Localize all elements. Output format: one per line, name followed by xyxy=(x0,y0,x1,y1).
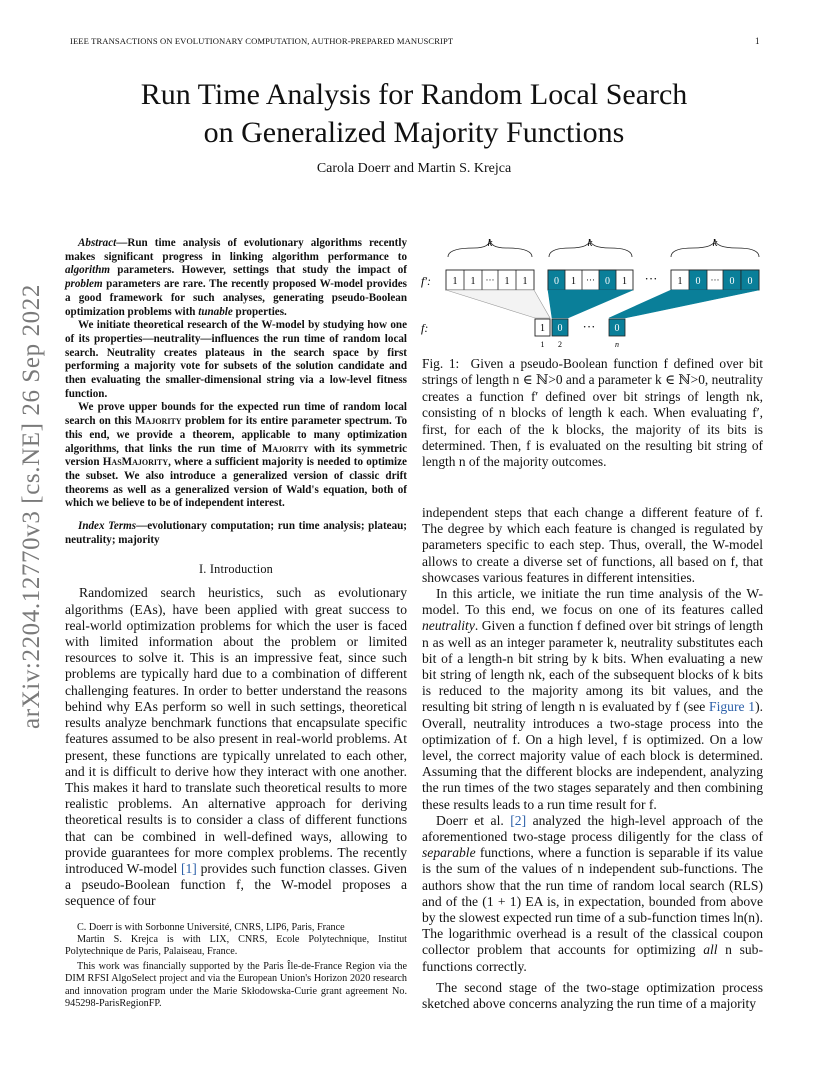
bit: 1 xyxy=(540,323,545,334)
section-heading-introduction: I. Introduction xyxy=(198,562,274,577)
bit: 1 xyxy=(522,276,528,287)
ellipsis: ··· xyxy=(582,319,596,334)
funnel-3 xyxy=(609,290,759,318)
figure-1-link[interactable]: Figure 1 xyxy=(709,699,756,715)
bit: 1 xyxy=(677,276,683,287)
right-column xyxy=(422,505,763,1012)
bit: 1 xyxy=(504,276,510,287)
block-1 xyxy=(446,270,534,290)
bit: 0 xyxy=(605,276,610,287)
ellipsis: ··· xyxy=(710,275,720,285)
citation-link-1[interactable]: [1] xyxy=(180,860,197,876)
abstract-paragraph-1: Abstract—Run time analysis of evolutionary algorithms recently makes significant progress in linking algorithm performance to algorithm parameters. However, settings that study the impact of problem parameters are rare. The recently proposed W-model provides a good framework for such analyses, generating pseudo-Boolean optimization problems with tunable properties. xyxy=(65,237,407,318)
f-label: f: xyxy=(421,321,429,335)
bit: 0 xyxy=(747,276,753,287)
k-label-2: k xyxy=(587,237,593,249)
block-2 xyxy=(548,270,633,290)
figure-1-diagram xyxy=(418,232,770,352)
authors: Carola Doerr and Martin S. Krejca xyxy=(316,161,512,176)
ellipsis: ··· xyxy=(586,275,595,285)
footnotes xyxy=(65,922,407,1011)
footnote-3: This work was financially supported by the Paris Île-de-France Region via the DIM RFSI AlgoSelect project and via the European Union's Horizon 2020 research and innovation program under the Marie Skłodowska-Curie grant agreement No. 945298-ParisRegionFP. xyxy=(65,960,407,1009)
arxiv-watermark: arXiv:2204.12770v3 [cs.NE] 26 Sep 2022 xyxy=(18,284,45,729)
k-label-3: k xyxy=(712,237,718,249)
page-number: 1 xyxy=(755,36,760,46)
bit: 0 xyxy=(614,323,620,334)
index-label: 2 xyxy=(558,340,562,349)
bit: 1 xyxy=(470,276,476,287)
bit: 0 xyxy=(695,276,701,287)
index-terms: Index Terms—evolutionary computation; run time analysis; plateau; neutrality; majority xyxy=(65,520,407,546)
ellipsis: ··· xyxy=(485,275,495,285)
index-label: n xyxy=(615,340,619,349)
footnote-2: Martin S. Krejca is with LIX, CNRS, Ecole Polytechnique, Institut Polytechnique de Paris, Palaiseau, France. xyxy=(65,933,407,958)
abstract-paragraph-2: We initiate theoretical research of the W-model by studying how one of its properties—neutrality—influences the run time of random local search. Neutrality creates plateaus in the search space by first performing a majority vote for subsets of the solution candidate and then evaluating the smaller-dimensional string via a low-level fitness function. xyxy=(65,319,407,400)
bit: 0 xyxy=(729,276,735,287)
bit: 0 xyxy=(557,323,563,334)
k-label-1: k xyxy=(487,237,493,249)
footnote-1: C. Doerr is with Sorbonne Université, CNRS, LIP6, Paris, France xyxy=(77,921,345,933)
right-paragraph-4: The second stage of the two-stage optimization process sketched above concerns analyzing the run time of a majority xyxy=(422,979,763,1012)
abstract-label: Abstract xyxy=(78,237,117,249)
bit: 0 xyxy=(554,276,559,287)
bit: 1 xyxy=(452,276,458,287)
left-column xyxy=(65,237,407,1010)
intro-paragraph: Randomized search heuristics, such as evolutionary algorithms (EAs), have been applied with great success to real-world optimization problems for which the user is faced with limited information about the problem or limited resources to solve it. This is an impressive feat, since such problems are typically hard due to a combination of different challenging features. In order to better understand the reasons behind why EAs perform so well in such settings, theoretical results analyze benchmark functions that encapsulate specific features assumed to be also present in real-world problems. At present, these functions are typically unrelated to each other, and it is difficult to derive how they interact with one another. This makes it hard to translate such theoretical results to more realistic problems. An alternative approach for deriving theoretical results is to consider a class of different functions that can be combined in well-defined ways, allowing to provide guarantees for more complex problems. The recently introduced W-model [1] provides such function classes. Given a pseudo-Boolean function f, the W-model proposes a sequence of four xyxy=(65,585,407,909)
f-prime-label: f′: xyxy=(421,274,431,288)
paper-title: Run Time Analysis for Random Local Search on Generalized Majority Functions xyxy=(140,78,688,149)
citation-link-2[interactable]: [2] xyxy=(510,812,527,828)
bit: 1 xyxy=(571,276,576,287)
right-paragraph-1: independent steps that each change a different feature of f. The degree by which each feature is changed is regulated by parameters specific to each step. Thus, overall, the W-model allows to create a diverse set of functions, all based on f, that showcases various features in different intensities. xyxy=(422,505,763,585)
abstract-paragraph-3: We prove upper bounds for the expected run time of random local search on this Majority problem for its entire parameter spectrum. To this end, we provide a theorem, applicable to many optimization algorithms, that links the run time of Majority with its symmetric version HasMajority, where a sufficient majority is needed to optimize the subset. We also introduce a generalized version of classic drift theorems as well as a generalized version of Wald's equation, both of which we believe to be of independent interest. xyxy=(65,401,408,510)
right-paragraph-2: In this article, we initiate the run time analysis of the W-model. To this end, we focus on one of its features called neutrality. Given a function f defined over bit strings of length n as well as an integer parameter k, neutrality substitutes each bit of a length-n bit string by k bits. When evaluating a new bit string of length nk, each of the subsequent blocks of k bits is reduced to the majority among its bit values, and the resulting bit string of length n is evaluated by f (see Figure 1). Overall, neutrality introduces a two-stage process into the optimization of f. On a high level, f is optimized. On a low level, the correct majority value of each block is determined. Assuming that the different blocks are independent, analyzing the run times of the two stages separately and then combining these results leads to a run time result for f. xyxy=(422,586,763,812)
result-string xyxy=(535,319,625,349)
block-3 xyxy=(671,270,759,290)
bit: 1 xyxy=(622,276,627,287)
right-paragraph-3: Doerr et al. [2] analyzed the high-level approach of the aforementioned two-stage process diligently for the class of separable functions, where a function is separable if its value is the sum of the values of n independent sub-functions. The authors show that the run time of random local search (RLS) and of the (1 + 1) EA is, in expectation, bounded from above by the slowest expected run time of a sub-function times ln(n). The logarithmic overhead is a result of the classical coupon collector problem that accounts for optimizing all n sub-functions correctly. xyxy=(422,812,763,974)
ellipsis-between-blocks: ··· xyxy=(644,271,658,286)
index-label: 1 xyxy=(540,340,545,349)
funnel-1 xyxy=(446,290,550,318)
running-header: IEEE TRANSACTIONS ON EVOLUTIONARY COMPUTATION, AUTHOR-PREPARED MANUSCRIPT xyxy=(70,36,454,46)
figure-1-caption: Fig. 1: Given a pseudo-Boolean function f defined over bit strings of length n ∈ ℕ>0 and a parameter k ∈ ℕ>0, neutrality creates a function f′ defined over bit strings of length nk, consisting of n blocks of length k each. When evaluating f′, first, for each of the k blocks, the majority of its bits is determined. Then, f is evaluated on the resulting bit string of length n of the majority outcomes. xyxy=(422,356,763,470)
caption-label: Fig. 1: xyxy=(422,356,460,371)
